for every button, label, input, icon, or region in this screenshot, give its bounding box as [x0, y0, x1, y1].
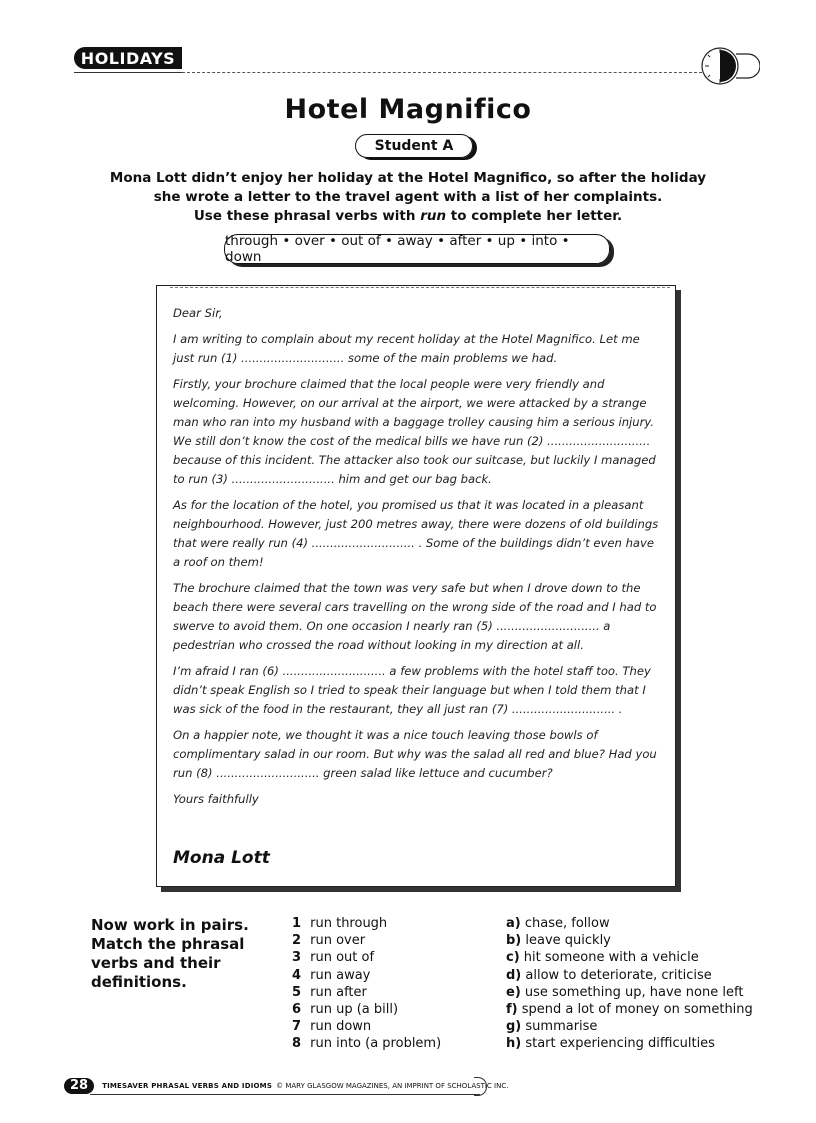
section-tag: HOLIDAYS: [74, 47, 182, 69]
letter-body: [173, 304, 663, 816]
definition-item: [506, 967, 753, 984]
definition-text: chase, follow: [524, 916, 610, 931]
page-title: Hotel Magnifico: [284, 94, 532, 125]
definition-item: [506, 932, 753, 949]
definition-letter: d): [506, 967, 522, 983]
verb-text: run after: [310, 984, 367, 1000]
verb-list: [292, 915, 441, 1053]
word-box: through • over • out of • away • after • up • into • down: [224, 234, 610, 264]
header-dashed-rule: [182, 72, 702, 73]
definition-text: leave quickly: [525, 933, 611, 949]
footer-copyright: © MARY GLASGOW MAGAZINES, AN IMPRINT OF SCHOLASTIC INC.: [276, 1082, 509, 1090]
clock-icon: [696, 44, 760, 88]
verb-item: [292, 949, 441, 966]
verb-item: [292, 915, 441, 932]
verb-item: [292, 1035, 441, 1052]
verb-number: 8: [292, 1036, 302, 1052]
verb-text: run through: [310, 916, 388, 931]
verb-item: [292, 1001, 441, 1018]
definition-item: [506, 1001, 753, 1018]
definition-item: [506, 1035, 753, 1052]
exercise-instruction: Now work in pairs. Match the phrasal verbs and their definitions.: [91, 916, 249, 991]
footer: [64, 1077, 508, 1095]
verb-number: 1: [292, 916, 302, 931]
verb-item: [292, 932, 441, 949]
definition-letter: h): [506, 1036, 522, 1052]
verb-text: run into (a problem): [310, 1036, 442, 1052]
letter-paragraph: I am writing to complain about my recent holiday at the Hotel Magnifico. Let me just run (1) ............................ some of the main problems we had.: [173, 332, 640, 365]
definition-letter: e): [506, 984, 521, 1000]
intro-line-3-post: to complete her letter.: [446, 208, 623, 224]
letter-closing: Yours faithfully: [173, 792, 259, 806]
verb-text: run up (a bill): [310, 1002, 399, 1018]
intro-line-3-emphasis: run: [420, 208, 447, 224]
verb-item: [292, 984, 441, 1001]
letter-greeting: Dear Sir,: [173, 306, 223, 320]
intro-line-3-pre: Use these phrasal verbs with: [193, 208, 421, 224]
verb-number: 7: [292, 1019, 302, 1035]
letter-paragraph: Firstly, your brochure claimed that the local people were very friendly and welcoming. However, on our arrival at the airport, we were attacked by a strange man who ran into my husband with a baggage trolley causing him a serious injury. We still don’t know the cost of the medical bills we have run (2) ............................ because of this incident. The attacker also took our suitcase, but luckily I managed to run (3) ............................ him and get our bag back.: [173, 377, 656, 486]
definition-letter: g): [506, 1019, 522, 1035]
letter-signature: Mona Lott: [173, 848, 270, 868]
verb-number: 3: [292, 950, 302, 966]
intro-line-1: Mona Lott didn’t enjoy her holiday at the Hotel Magnifico, so after the holiday: [109, 170, 707, 186]
definition-text: start experiencing difficulties: [525, 1036, 715, 1052]
verb-text: run out of: [310, 950, 375, 966]
verb-text: run away: [310, 967, 371, 983]
definition-item: [506, 915, 753, 932]
definition-item: [506, 984, 753, 1001]
definition-letter: f): [506, 1002, 518, 1018]
definition-text: use something up, have none left: [524, 984, 744, 1000]
definition-list: [506, 915, 753, 1053]
verb-number: 6: [292, 1002, 302, 1018]
intro-text: [60, 169, 756, 226]
definition-text: hit someone with a vehicle: [523, 950, 699, 966]
letter-paragraph: I’m afraid I ran (6) ............................ a few problems with the hotel staff too. They didn’t speak English so I tried to speak their language but when I told them that I was sick of the food in the restaurant, they all just ran (7) ............................ .: [173, 664, 651, 716]
verb-number: 2: [292, 933, 302, 949]
definition-text: allow to deteriorate, criticise: [525, 967, 712, 983]
verb-text: run down: [310, 1019, 372, 1035]
page-number: 28: [64, 1078, 94, 1094]
letter-paragraph: As for the location of the hotel, you promised us that it was located in a pleasant neighbourhood. However, just 200 metres away, there were dozens of old buildings that were really run (4) ............................ . Some of the buildings didn’t even have a roof on them!: [173, 498, 659, 569]
definition-text: spend a lot of money on something: [521, 1002, 753, 1018]
letter-dashed-rule: [170, 287, 670, 288]
verb-item: [292, 1018, 441, 1035]
header-rule: [74, 72, 182, 73]
intro-line-2: she wrote a letter to the travel agent with a list of her complaints.: [153, 189, 663, 205]
definition-letter: a): [506, 916, 521, 931]
footer-rule: [90, 1094, 480, 1095]
letter-paragraph: On a happier note, we thought it was a nice touch leaving those bowls of complimentary salad in our room. But why was the salad all red and blue? Had you run (8) ............................ green salad like lettuce and cucumber?: [173, 728, 657, 780]
letter-paragraph: The brochure claimed that the town was very safe but when I drove down to the beach there were several cars travelling on the wrong side of the road and I had to swerve to avoid them. On one occasion I nearly ran (5) ............................ a pedestrian who crossed the road without looking in my direction at all.: [173, 581, 657, 652]
definition-item: [506, 949, 753, 966]
definition-text: summarise: [525, 1019, 598, 1035]
verb-number: 5: [292, 984, 302, 1000]
definition-letter: b): [506, 933, 522, 949]
verb-item: [292, 967, 441, 984]
footer-title: TIMESAVER PHRASAL VERBS AND IDIOMS: [102, 1082, 273, 1090]
definition-item: [506, 1018, 753, 1035]
verb-number: 4: [292, 967, 302, 983]
verb-text: run over: [310, 933, 366, 949]
intro-line-3: [60, 207, 756, 226]
student-badge: Student A: [355, 134, 473, 158]
definition-letter: c): [506, 950, 520, 966]
